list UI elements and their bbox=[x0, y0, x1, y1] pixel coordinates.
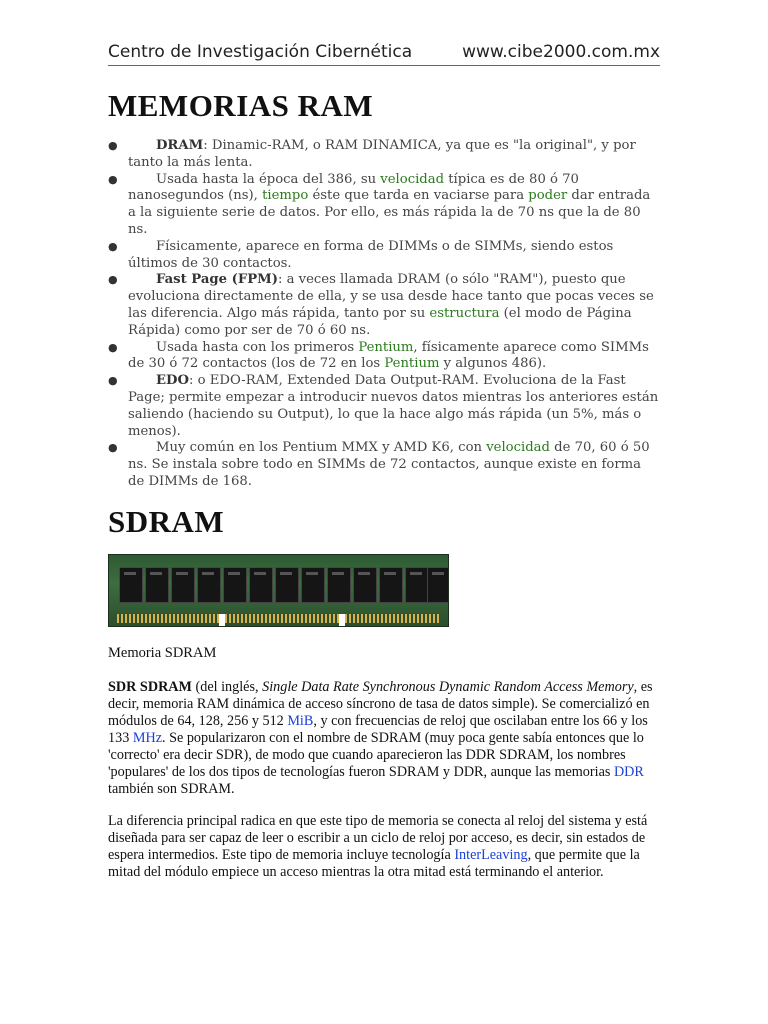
ram-chip bbox=[197, 567, 221, 603]
image-caption: Memoria SDRAM bbox=[108, 645, 217, 661]
hyperlink-velocidad[interactable]: velocidad bbox=[486, 440, 550, 456]
bullet-dot-icon: ● bbox=[108, 139, 118, 152]
bullet-dot-icon: ● bbox=[108, 273, 118, 287]
ram-chip bbox=[223, 567, 247, 603]
bullet-item bbox=[108, 440, 660, 490]
bullet-emphasis: DRAM bbox=[156, 138, 204, 153]
bullet-item bbox=[108, 138, 660, 172]
bullet-text: DRAM: Dinamic-RAM, o RAM DINAMICA, ya que es "la original", y por tanto la más lenta. bbox=[128, 138, 636, 170]
ram-notch bbox=[339, 614, 345, 626]
bullet-text: Usada hasta la época del 386, su velocidad típica es de 80 ó 70 nanosegundos (ns), tiempo éste que tarda en vaciarse para poder dar entrada a la siguiente serie de datos. Por ello, es más rápida la de 70 ns que la de 80 ns. bbox=[128, 171, 651, 237]
bullet-item bbox=[108, 373, 660, 440]
ram-chip bbox=[119, 567, 143, 603]
ram-chip bbox=[427, 567, 449, 603]
para1-emphasis: SDR SDRAM bbox=[108, 679, 192, 695]
hyperlink-pentium[interactable]: Pentium bbox=[384, 356, 440, 372]
sdram-paragraph-1: SDR SDRAM (del inglés, Single Data Rate Synchronous Dynamic Random Access Memory, es decir, memoria RAM dinámica de acceso síncrono de tasa de datos simple). Se comercializó en módulos de 64, 128, 256 y 512 MiB, y con frecuencias de reloj que oscilaban entre los 66 y los 133 MHz. Se popularizaron con el nombre de SDRAM (muy poca gente sabía entonces que lo 'correcto' era decir SDR), de modo que cuando aparecieron las DDR SDRAM, los nombres 'populares' de los dos tipos de tecnologías fueron SDRAM y DDR, aunque las memorias DDR también son SDRAM. bbox=[108, 679, 653, 797]
bullet-text: Físicamente, aparece en forma de DIMMs o de SIMMs, siendo estos últimos de 30 contactos. bbox=[128, 238, 614, 271]
ram-chip bbox=[327, 567, 351, 603]
ram-chip bbox=[405, 567, 429, 603]
hyperlink-poder[interactable]: poder bbox=[528, 188, 568, 204]
bullet-text: Usada hasta con los primeros Pentium, físicamente aparece como SIMMs de 30 ó 72 contactos (los de 72 en los Pentium y algunos 486). bbox=[128, 339, 649, 372]
bullet-text: Muy común en los Pentium MMX y AMD K6, con velocidad de 70, 60 ó 50 ns. Se instala sobre todo en SIMMs de 72 contactos, aunque existe en forma de DIMMs de 168. bbox=[128, 440, 650, 489]
sdram-paragraph-2: La diferencia principal radica en que este tipo de memoria se conecta al reloj del sistema y está diseñada para ser capaz de leer o escribir a un ciclo de reloj por acceso, es decir, sin estados de espera intermedios. Este tipo de memoria incluye tecnología InterLeaving, que permite que la mitad del módulo empiece un acceso mientras la otra mitad está terminando el anterior. bbox=[108, 813, 648, 880]
header-org-name: Centro de Investigación Cibernética bbox=[108, 42, 413, 62]
header-website: www.cibe2000.com.mx bbox=[462, 42, 660, 62]
bullet-dot-icon: ● bbox=[108, 172, 118, 186]
ram-chip bbox=[353, 567, 377, 603]
bullet-dot-icon: ● bbox=[108, 374, 118, 388]
page-header bbox=[108, 42, 660, 66]
hyperlink-tiempo[interactable]: tiempo bbox=[262, 188, 309, 204]
bullet-dot-icon: ● bbox=[108, 340, 118, 354]
bullet-dot-icon: ● bbox=[108, 441, 118, 455]
bullet-item bbox=[108, 172, 660, 239]
hyperlink-ddr[interactable]: DDR bbox=[613, 764, 644, 780]
ram-chip bbox=[275, 567, 299, 603]
ram-chip bbox=[379, 567, 403, 603]
hyperlink-velocidad[interactable]: velocidad bbox=[380, 171, 445, 187]
hyperlink-interleaving[interactable]: InterLeaving bbox=[454, 847, 528, 863]
section-title-memorias-ram: MEMORIAS RAM bbox=[108, 88, 374, 123]
bullet-emphasis: EDO bbox=[156, 373, 189, 389]
para1-emphasis: Single Data Rate Synchronous Dynamic Random Access Memory bbox=[262, 679, 634, 695]
ram-pins bbox=[117, 614, 440, 623]
bullet-text: Fast Page (FPM): a veces llamada DRAM (o sólo "RAM"), puesto que evoluciona directamente de ella, y se usa desde hace tanto que pocas veces se las diferencia. Algo más rápida, tanto por su estructura (el modo de Página Rápida) como por ser de 70 ó 60 ns. bbox=[128, 272, 654, 338]
bullet-item bbox=[108, 239, 660, 273]
bullet-item bbox=[108, 340, 660, 374]
sdram-module-image bbox=[108, 554, 449, 627]
hyperlink-mhz[interactable]: MHz bbox=[132, 730, 162, 746]
ram-chip bbox=[145, 567, 169, 603]
hyperlink-estructura[interactable]: estructura bbox=[429, 305, 500, 321]
bullet-item bbox=[108, 272, 660, 339]
ram-notch bbox=[219, 614, 225, 626]
bullet-emphasis: Fast Page (FPM) bbox=[156, 272, 278, 288]
ram-chip bbox=[249, 567, 273, 603]
ram-chip bbox=[171, 567, 195, 603]
ram-types-bullet-list bbox=[108, 138, 660, 491]
bullet-text: EDO: o EDO-RAM, Extended Data Output-RAM. Evoluciona de la Fast Page; permite empezar a introducir nuevos datos mientras los anteriores están saliendo (haciendo su Output), lo que la hace algo más rápida (un 5%, más o menos). bbox=[128, 373, 659, 439]
hyperlink-pentium[interactable]: Pentium bbox=[358, 339, 414, 355]
hyperlink-mib[interactable]: MiB bbox=[287, 713, 314, 729]
ram-chip bbox=[301, 567, 325, 603]
bullet-dot-icon: ● bbox=[108, 239, 118, 253]
section-title-sdram: SDRAM bbox=[108, 504, 225, 539]
